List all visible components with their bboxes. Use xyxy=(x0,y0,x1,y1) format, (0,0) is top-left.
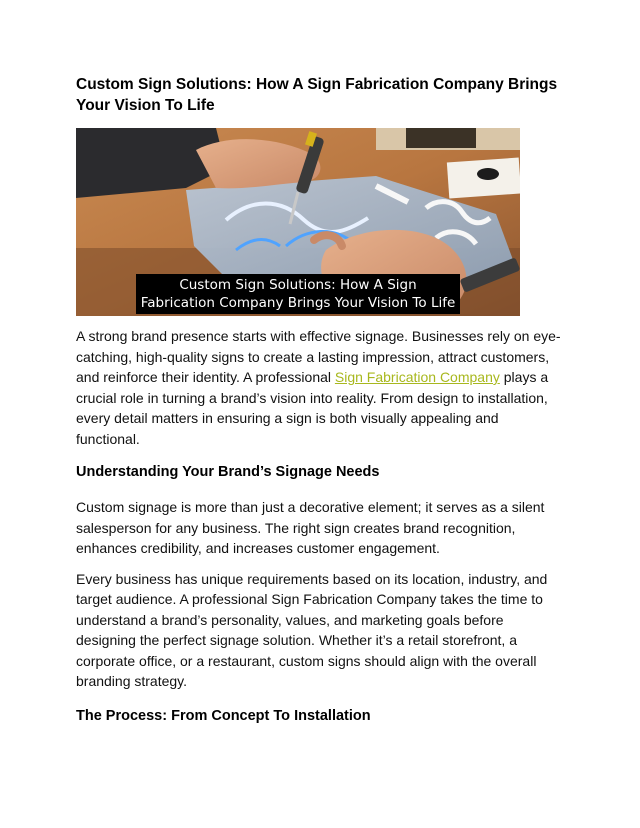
hero-caption xyxy=(136,274,460,314)
section-heading-signage-needs: Understanding Your Brand’s Signage Needs xyxy=(76,464,380,480)
hero-image xyxy=(76,128,520,316)
signage-paragraph-1: Custom signage is more than just a decorative element; it serves as a silent salesperson for any business. The right sign creates brand recognition, enhances credibility, and increases customer engagement. xyxy=(76,499,545,556)
section-heading-process: The Process: From Concept To Installation xyxy=(76,707,371,724)
signage-paragraph-2: Every business has unique requirements based on its location, industry, and target audience. A professional Sign Fabrication Company takes the time to understand a brand’s personality, values, and marketing goals before designing the perfect signage solution. Whether it’s a retail storefront, a corporate office, or a restaurant, custom signs should align with the overall branding strategy. xyxy=(76,570,548,689)
intro-text-after-link: plays a crucial role in turning a brand’s vision into reality. From design to installation, every detail matters in ensuring a sign is both visually appealing and functional. xyxy=(76,369,549,447)
sign-fabrication-company-link[interactable]: Sign Fabrication Company xyxy=(334,369,500,385)
intro-text-before-link: A strong brand presence starts with effective signage. Businesses rely on eye-catching, high-quality signs to create a lasting impression, attract customers, and reinforce their identity. A professional xyxy=(76,328,561,385)
hero-caption-line1: Custom Sign Solutions: How A Sign xyxy=(179,277,417,293)
hero-caption-line2: Fabrication Company Brings Your Vision To Life xyxy=(140,295,456,311)
intro-paragraph xyxy=(76,326,566,449)
document-content xyxy=(76,74,566,726)
page-title: Custom Sign Solutions: How A Sign Fabrication Company Brings Your Vision To Life xyxy=(76,76,558,114)
